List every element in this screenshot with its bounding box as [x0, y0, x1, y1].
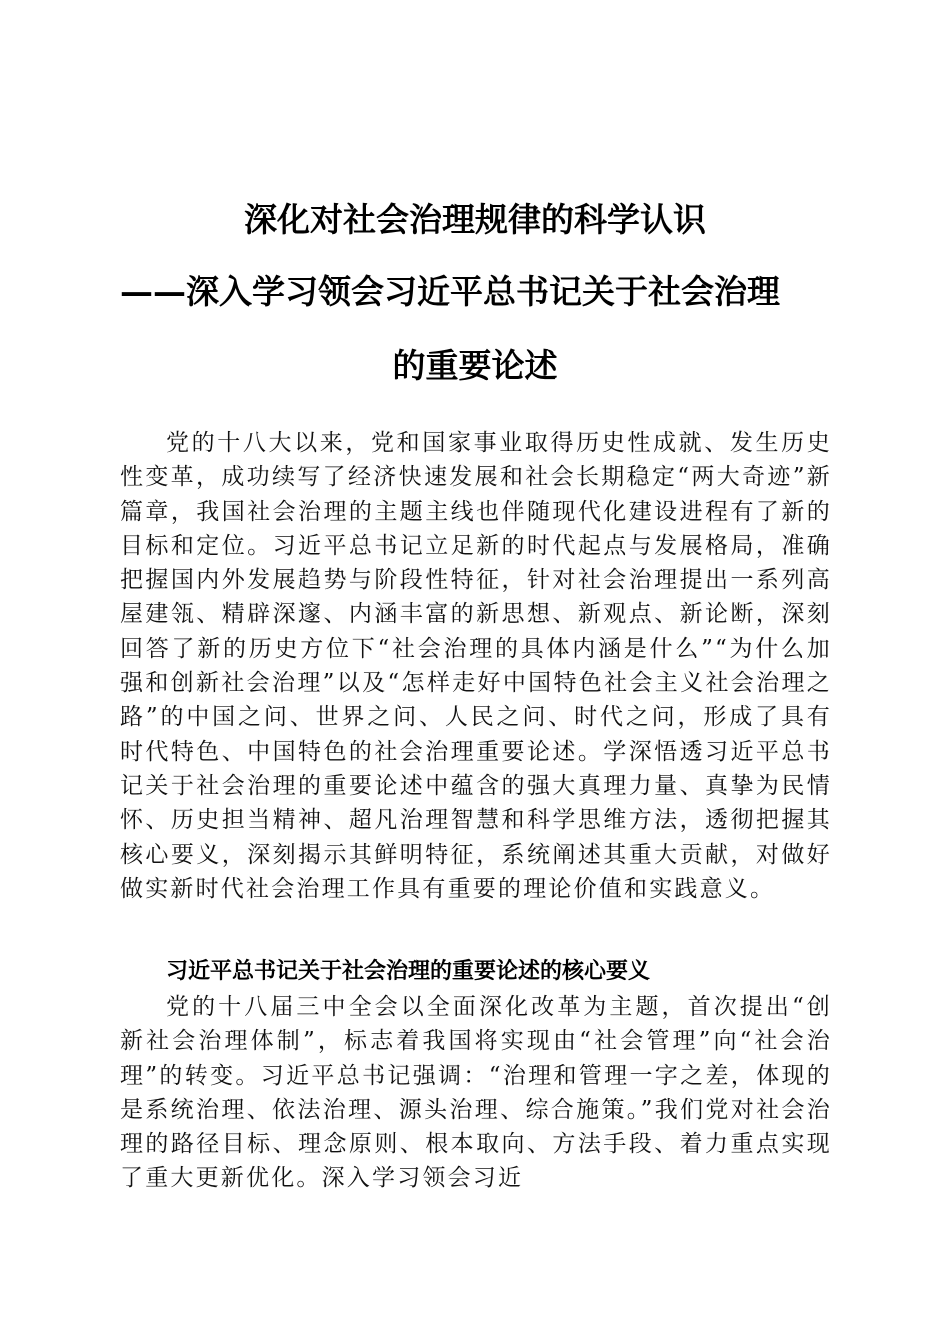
paragraph-core: 党的十八届三中全会以全面深化改革为主题，首次提出“创新社会治理体制”，标志着我国将实现由“社会管理”向“社会治理”的转变。习近平总书记强调：“治理和管理一字之差，体现的是系统治理、依法治理、源头治理、综合施策。”我们党对社会治理的路径目标、理念原则、根本取向、方法手段、着力重点实现了重大更新优化。深入学习领会习近 [120, 994, 832, 1192]
title-line-subtitle: ——深入学习领会习近平总书记关于社会治理 [120, 272, 780, 311]
body-section-intro [120, 426, 832, 906]
paragraph-intro: 党的十八大以来，党和国家事业取得历史性成就、发生历史性变革，成功续写了经济快速发展和社会长期稳定“两大奇迹”新篇章，我国社会治理的主题主线也伴随现代化建设进程有了新的目标和定位。习近平总书记立足新的时代起点与发展格局，准确把握国内外发展趋势与阶段性特征，针对社会治理提出一系列高屋建瓴、精辟深邃、内涵丰富的新思想、新观点、新论断，深刻回答了新的历史方位下“社会治理的具体内涵是什么”“为什么加强和创新社会治理”以及“怎样走好中国特色社会主义社会治理之路”的中国之问、世界之问、人民之问、时代之问，形成了具有时代特色、中国特色的社会治理重要论述。学深悟透习近平总书记关于社会治理的重要论述中蕴含的强大真理力量、真挚为民情怀、历史担当精神、超凡治理智慧和科学思维方法，透彻把握其核心要义，深刻揭示其鲜明特征，系统阐述其重大贡献，对做好做实新时代社会治理工作具有重要的理论价值和实践意义。 [120, 430, 832, 902]
title-line-main: 深化对社会治理规律的科学认识 [244, 200, 706, 239]
document-title [120, 192, 830, 386]
section-heading: 习近平总书记关于社会治理的重要论述的核心要义 [166, 959, 651, 984]
body-section-core [120, 990, 832, 1196]
title-line-subtitle-continued: 的重要论述 [392, 346, 558, 385]
